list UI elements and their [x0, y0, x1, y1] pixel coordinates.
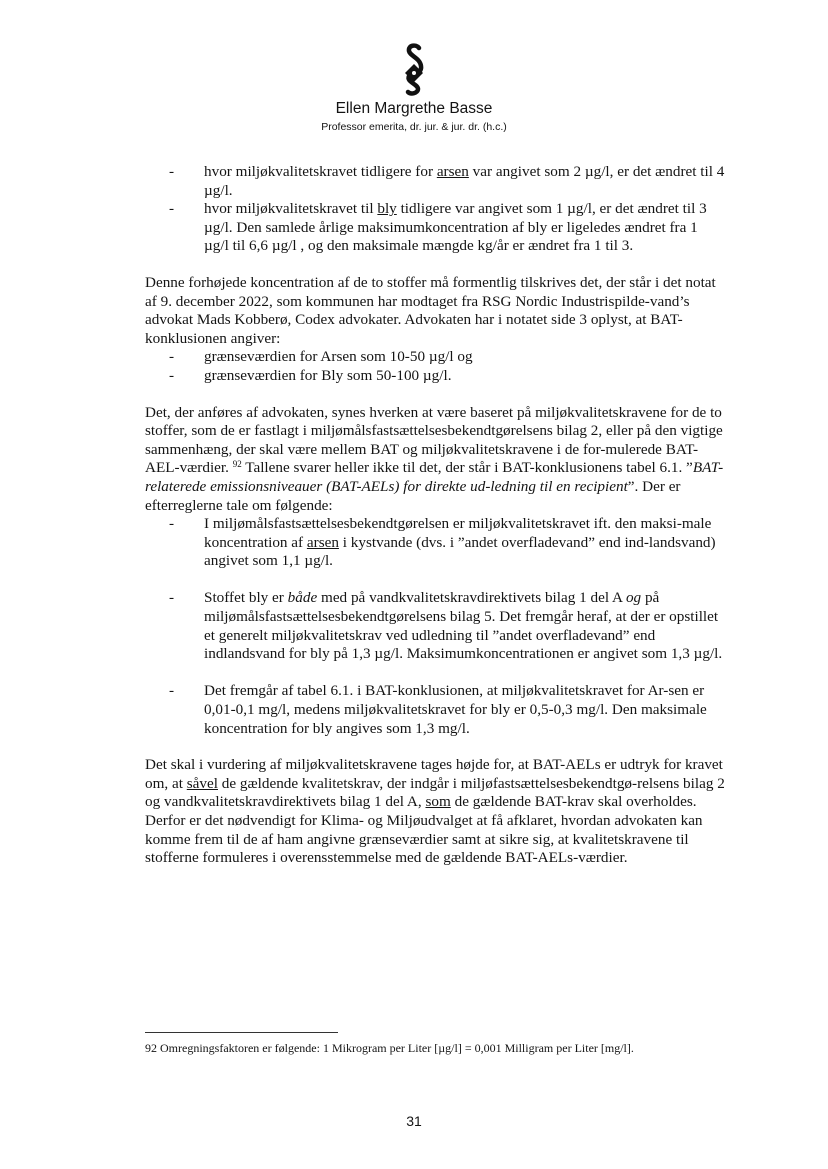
list-item: - grænseværdien for Bly som 50-100 µg/l. [169, 366, 452, 384]
paragraph: Denne forhøjede koncentration af de to stoffer må formentlig tilskrives det, der står i det notat af 9. december 2022, som kommunen har modtaget fra RSG Nordic Industrispilde-vand’s advokat Mads Kobberø, Codex advokater. Advokaten har i notatet side 3 oplyst, at BAT-konklusionen angiver: [145, 273, 716, 347]
footnote-divider [145, 1032, 338, 1033]
dash-bullet: - [169, 163, 175, 180]
list-item: - Stoffet bly er både med på vandkvalitetskravdirektivets bilag 1 del A og på miljømålsfastsættelsesbekendtgørelsens bilag 5. Det fremgår heraf, at der er opstillet et generelt miljøkvalitetskrav ved udledning til ”andet overfladevand” end indlandsvand for bly på 1,3 µg/l. Maksimumkoncentrationen er angivet som 1,3 µg/l. [169, 589, 723, 663]
list-item: - I miljømålsfastsættelsesbekendtgørelsen er miljøkvalitetskravet ift. den maksi-male koncentration af arsen i kystvande (dvs. i ”andet overfladevand” end ind-landsvand) angivet som 1,1 µg/l. [169, 515, 716, 570]
author-name: Ellen Margrethe Basse [335, 100, 493, 117]
letterhead [0, 42, 828, 133]
dash-bullet: - [169, 200, 175, 218]
footnote: 92 Omregningsfaktoren er følgende: 1 Mikrogram per Liter [µg/l] = 0,001 Milligram per Liter [mg/l]. [145, 1041, 634, 1055]
footnote-ref: 92 [232, 459, 242, 470]
dash-bullet: - [169, 515, 175, 533]
dash-bullet: - [169, 682, 175, 700]
dash-bullet: - [169, 348, 175, 366]
change-list [145, 163, 725, 256]
dash-bullet: - [169, 589, 175, 607]
paragraph: Det, der anføres af advokaten, synes hverken at være baseret på miljøkvalitetskravene for de to stoffer, som de er fastlagt i miljømålsfastsættelsesbekendtgørelsens bilag 2, eller på den vigtige sammenhæng, der skal være mellem BAT og miljøkvalitetskravene i de for-mulerede BAT-AEL-værdier. $^{92}$ Tallene svarer heller ikke til det, der står i BAT-konklusionens tabel 6.1. ”BAT-relaterede emissionsniveauer (BAT-AELs) for direkte ud-ledning til en recipient”. Der er efterreglerne tale om følgende: [145, 403, 724, 514]
document-body [145, 163, 725, 868]
paragraph: Det skal i vurdering af miljøkvalitetskravene tages højde for, at BAT-AELs er udtryk for kravet om, at såvel de gældende kvalitetskrav, der indgår i miljøfastsættelsesbekendtgø-relsens bilag 2 og vandkvalitetskravdirektivets bilag 1 del A, som de gældende BAT-krav skal overholdes. Derfor er det nødvendigt for Klima- og Miljøudvalget at få afklaret, hvordan advokaten kan komme frem til de af ham angivne grænseværdier samt at sikre sig, at kvalitetskravene til stofferne formuleres i overensstemmelse med de gældende BAT-AELs-værdier. [145, 756, 725, 867]
rule-list [145, 515, 725, 738]
page-number: 31 [406, 1113, 422, 1129]
list-item: - hvor miljøkvalitetskravet til bly tidligere var angivet som 1 µg/l, er det ændret til 3 µg/l. Den samlede årlige maksimumkoncentration af bly er ligeledes ændret fra 1 µg/l til 6,6 µg/l , og den maksimale mængde kg/år er ændret fra 1 til 3. [169, 200, 707, 255]
limit-list [145, 348, 725, 385]
dash-bullet: - [169, 366, 175, 384]
author-title: Professor emerita, dr. jur. & jur. dr. (h.c.) [321, 121, 507, 133]
list-item: - Det fremgår af tabel 6.1. i BAT-konklusionen, at miljøkvalitetskravet for Ar-sen er 0,01-0,1 mg/l, medens miljøkvalitetskravet for bly er 0,5-0,3 mg/l. Den maksimale koncentration for bly angives som 1,3 mg/l. [169, 682, 707, 737]
list-item: - grænseværdien for Arsen som 10-50 µg/l og [169, 348, 473, 366]
list-item: - hvor miljøkvalitetskravet tidligere for arsen var angivet som 2 µg/l, er det ændret til 4 µg/l. [169, 163, 725, 199]
section-sign-icon [399, 42, 429, 98]
